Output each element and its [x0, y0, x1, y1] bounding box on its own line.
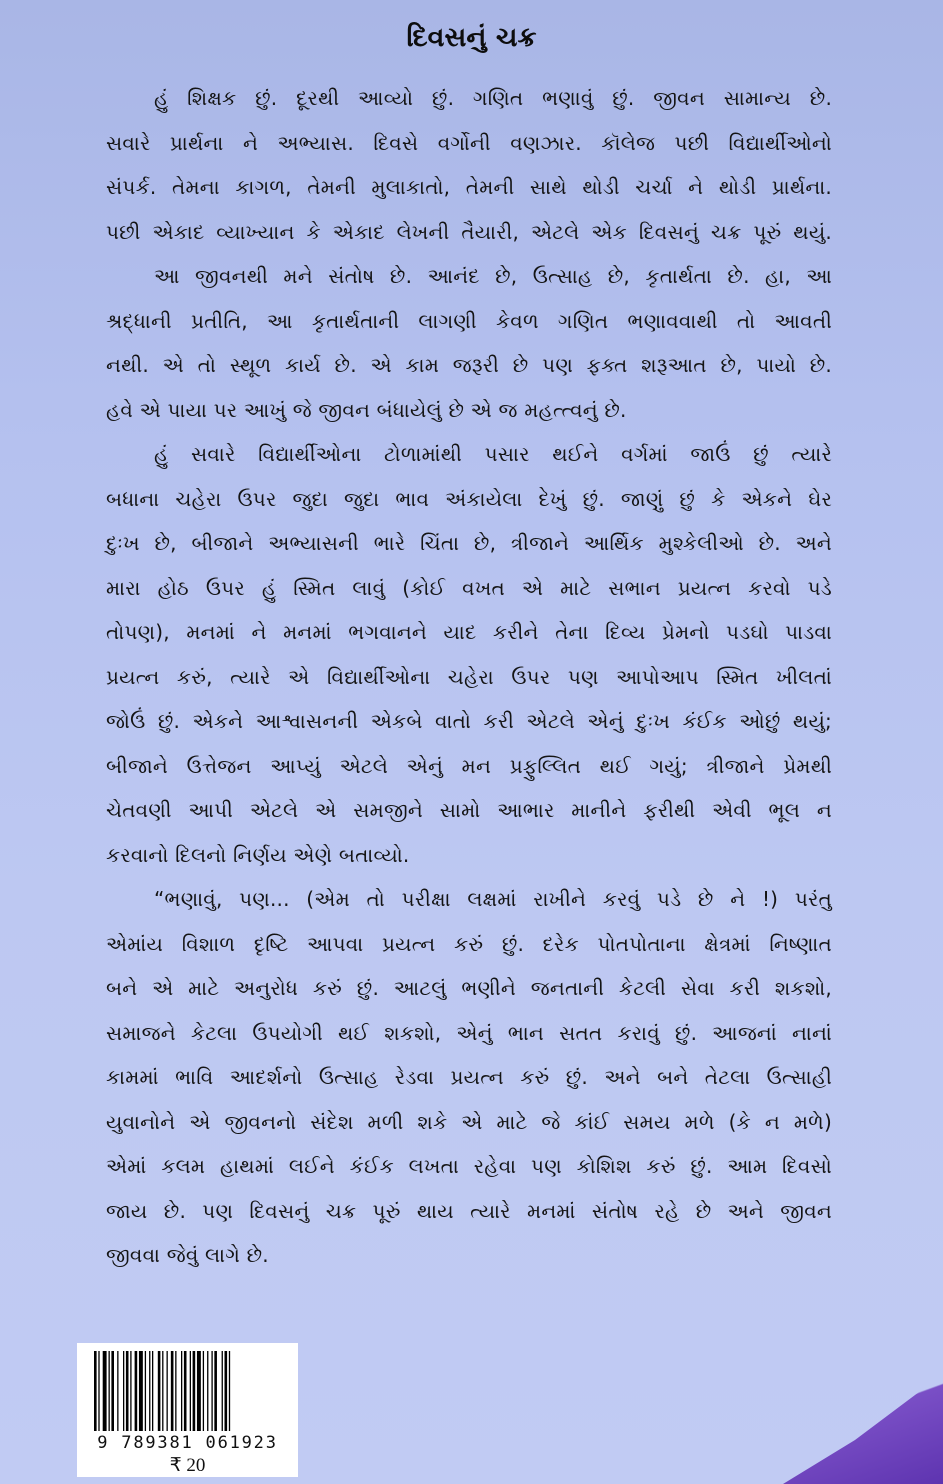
text-line: શ્રદ્ધાની પ્રતીતિ, આ કૃતાર્થતાની લાગણી કેવળ ગણિત ભણાવવાથી તો આવતી — [106, 308, 832, 333]
barcode-bar — [117, 1351, 118, 1431]
price-label: ₹ 20 — [169, 1455, 206, 1476]
paragraph-2 — [106, 254, 832, 432]
barcode-bar — [111, 1351, 114, 1431]
barcode-bar — [109, 1351, 110, 1431]
text-line: જોઉં છું. એકને આશ્વાસનની એકબે વાતો કરી એટલે એનું દુઃખ કંઈક ઓછું થયું; — [106, 709, 832, 733]
barcode-bar — [149, 1351, 150, 1431]
barcode-bar — [190, 1351, 191, 1431]
paragraph-1 — [106, 76, 832, 254]
barcode-bar — [197, 1351, 201, 1431]
page-title: દિવસનું ચક્ર — [406, 22, 537, 53]
barcode-bars — [92, 1351, 282, 1431]
text-line: “ભણાવું, પણ... (એમ તો પરીક્ષા લક્ષમાં રાખીને કરવું પડે છે ને !) પરંતુ — [154, 887, 832, 911]
text-line: નથી. એ તો સ્થૂળ કાર્ય છે. એ કામ જરૂરી છે પણ ફક્ત શરૂઆત છે, પાયો છે. — [106, 353, 832, 377]
text-line: પછી એકાદ વ્યાખ્યાન કે એકાદ લેખની તૈયારી, એટલે એક દિવસનું ચક્ર પૂરું થયું. — [106, 219, 832, 244]
text-line: પ્રયત્ન કરું, ત્યારે એ વિદ્યાર્થીઓના ચહેરા ઉપર પણ આપોઆપ સ્મિત ખીલતાં — [106, 664, 832, 689]
text-line: સમાજને કેટલા ઉપયોગી થઈ શકશો, એનું ભાન સતત કરાવું છું. આજનાં નાનાં — [106, 1020, 832, 1045]
text-line: ચેતવણી આપી એટલે એ સમજીને સામો આભાર માનીને ફરીથી એવી ભૂલ ન — [106, 798, 832, 822]
text-line: હું સવારે વિદ્યાર્થીઓના ટોળામાંથી પસાર થઈને વર્ગમાં જાઉં છું ત્યારે — [154, 442, 832, 466]
text-line: કરવાનો દિલનો નિર્ણય એણે બતાવ્યો. — [106, 842, 410, 867]
text-line: એમાંય વિશાળ દૃષ્ટિ આપવા પ્રયત્ન કરું છું. દરેક પોતપોતાના ક્ષેત્રમાં નિષ્ણાત — [106, 931, 832, 956]
text-line: હવે એ પાયા પર આખું જે જીવન બંધાયેલું છે એ જ મહત્ત્વનું છે. — [106, 397, 627, 422]
isbn-number: 9 789381 061923 — [97, 1433, 278, 1453]
barcode-bar — [130, 1351, 131, 1431]
body-text — [106, 76, 832, 1278]
barcode-bar — [135, 1351, 138, 1431]
barcode-bar — [103, 1351, 107, 1431]
barcode-bar — [193, 1351, 196, 1431]
barcode-bar — [214, 1351, 217, 1431]
barcode-bar — [162, 1351, 163, 1431]
text-line: જીવવા જેવું લાગે છે. — [106, 1243, 269, 1267]
text-line: તોપણ), મનમાં ને મનમાં ભગવાનને યાદ કરીને તેના દિવ્ય પ્રેમનો પડઘો પાડવા — [106, 620, 832, 644]
text-line: સવારે પ્રાર્થના ને અભ્યાસ. દિવસે વર્ગોની વણઝાર. કૉલેજ પછી વિદ્યાર્થીઓનો — [106, 130, 832, 155]
text-line: કામમાં ભાવિ આદર્શનો ઉત્સાહ રેડવા પ્રયત્ન કરું છું. અને બને તેટલા ઉત્સાહી — [106, 1065, 832, 1089]
barcode-bar — [207, 1351, 208, 1431]
barcode-bar — [229, 1351, 230, 1431]
barcode-bar — [211, 1351, 212, 1431]
barcode-bar — [171, 1351, 174, 1431]
text-line: એમાં કલમ હાથમાં લઈને કંઈક લખતા રહેવા પણ કોશિશ કરું છું. આમ દિવસો — [106, 1154, 832, 1178]
barcode-bar — [175, 1351, 176, 1431]
barcode-bar — [98, 1351, 99, 1431]
barcode-label — [77, 1343, 298, 1477]
barcode-bar — [126, 1351, 129, 1431]
text-line: દુઃખ છે, બીજાને અભ્યાસની ભારે ચિંતા છે, ત્રીજાને આર્થિક મુશ્કેલીઓ છે. અને — [106, 531, 832, 555]
barcode-bar — [184, 1351, 187, 1431]
barcode-bar — [145, 1351, 146, 1431]
paragraph-4 — [106, 877, 832, 1278]
barcode-bar — [152, 1351, 153, 1431]
text-line: સંપર્ક. તેમના કાગળ, તેમની મુલાકાતો, તેમની સાથે થોડી ચર્ચા ને થોડી પ્રાર્થના. — [106, 175, 832, 199]
text-line: હું શિક્ષક છું. દૂરથી આવ્યો છું. ગણિત ભણાવું છું. જીવન સામાન્ય છે. — [154, 86, 832, 110]
barcode-bar — [222, 1351, 223, 1431]
text-line: મારા હોઠ ઉપર હું સ્મિત લાવું (કોઈ વખત એ માટે સભાન પ્રયત્ન કરવો પડે — [106, 575, 832, 600]
text-line: બધાના ચહેરા ઉપર જુદા જુદા ભાવ અંકાયેલા દેખું છું. જાણું છું કે એકને ઘેર — [106, 486, 832, 511]
barcode-bar — [181, 1351, 182, 1431]
text-line: બને એ માટે અનુરોધ કરું છું. આટલું ભણીને જનતાની કેટલી સેવા કરી શકશો, — [106, 976, 832, 1000]
text-line: આ જીવનથી મને સંતોષ છે. આનંદ છે, ઉત્સાહ છે, કૃતાર્થતા છે. હા, આ — [154, 264, 832, 288]
text-line: યુવાનોને એ જીવનનો સંદેશ મળી શકે એ માટે જે કાંઈ સમય મળે (કે ન મળે) — [106, 1109, 832, 1134]
decorative-corner — [783, 1374, 943, 1484]
barcode-bar — [94, 1351, 97, 1431]
barcode-bar — [139, 1351, 143, 1431]
barcode-bar — [123, 1351, 124, 1431]
barcode-bar — [167, 1351, 168, 1431]
barcode-bar — [203, 1351, 204, 1431]
barcode-bar — [225, 1351, 228, 1431]
text-line: બીજાને ઉત્તેજન આપ્યું એટલે એનું મન પ્રફુલ્લિત થઈ ગયું; ત્રીજાને પ્રેમથી — [106, 753, 832, 778]
barcode-bar — [158, 1351, 161, 1431]
text-line: જાય છે. પણ દિવસનું ચક્ર પૂરું થાય ત્યારે મનમાં સંતોષ રહે છે અને જીવન — [106, 1198, 832, 1223]
paragraph-3 — [106, 432, 832, 877]
